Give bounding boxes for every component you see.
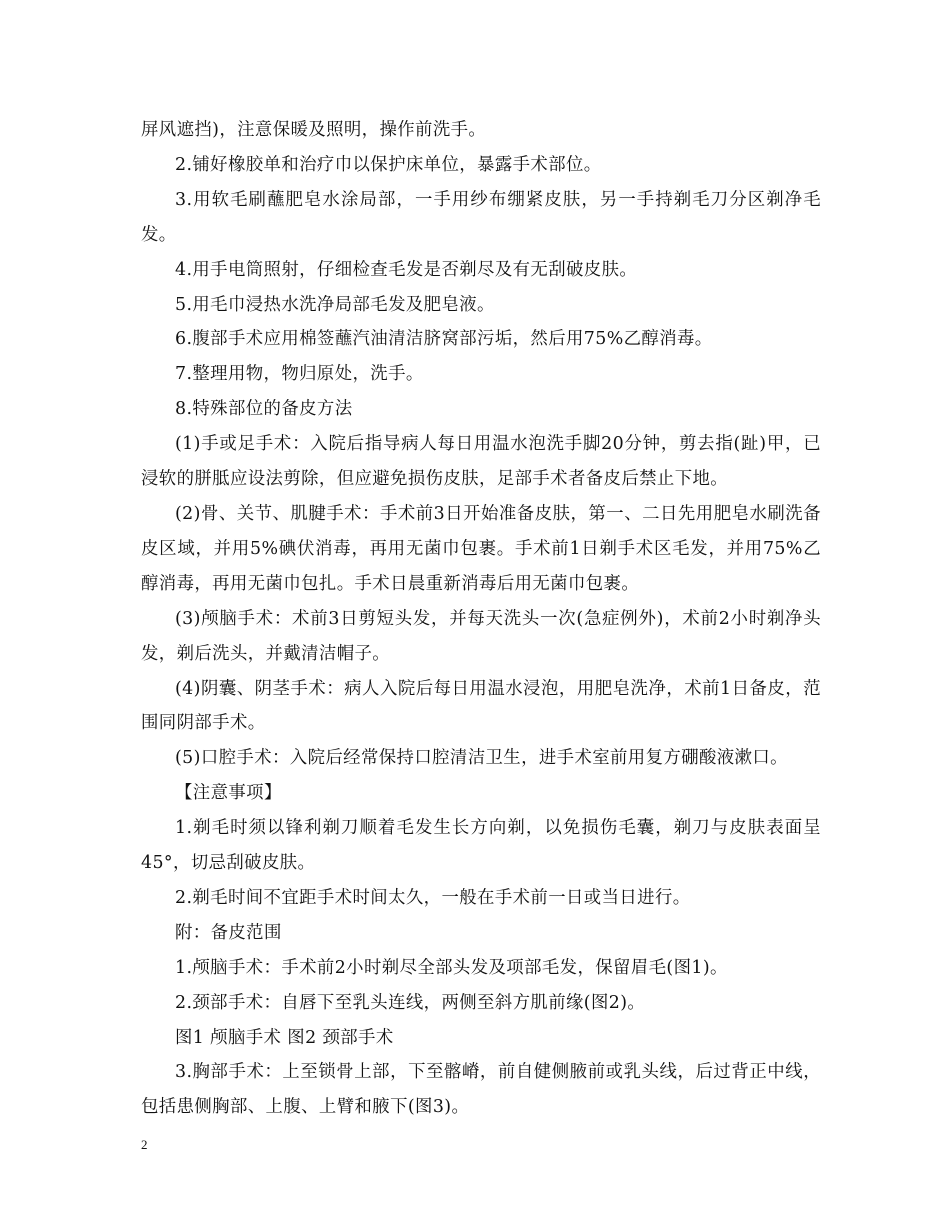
page-number: 2 bbox=[141, 1137, 148, 1152]
section-heading-precautions: 【注意事项】 bbox=[175, 783, 282, 804]
paragraph-scrotum-surgery: (4)阴囊、阴茎手术：病人入院后每日用温水浸泡，用肥皂洗净，术前1日备皮，范围同阴部手术。 bbox=[141, 678, 821, 734]
paragraph-step-3: 3.用软毛刷蘸肥皂水涂局部，一手用纱布绷紧皮肤，另一手持剃毛刀分区剃净毛发。 bbox=[141, 189, 821, 245]
paragraph-continuation: 屏风遮挡)，注意保暖及照明，操作前洗手。 bbox=[141, 120, 487, 140]
paragraph-range-chest: 3.胸部手术：上至锁骨上部，下至髂嵴，前自健侧腋前或乳头线，后过背正中线，包括患侧胸部、上腹、上臂和腋下(图3)。 bbox=[141, 1062, 821, 1118]
section-heading-appendix: 附：备皮范围 bbox=[175, 922, 282, 943]
paragraph-range-cranial: 1.颅脑手术：手术前2小时剃尽全部头发及项部毛发，保留眉毛(图1)。 bbox=[175, 957, 728, 978]
paragraph-step-2: 2.铺好橡胶单和治疗巾以保护床单位，暴露手术部位。 bbox=[175, 154, 602, 175]
paragraph-range-neck: 2.颈部手术：自唇下至乳头连线，两侧至斜方肌前缘(图2)。 bbox=[175, 992, 646, 1013]
paragraph-step-7: 7.整理用物，物归原处，洗手。 bbox=[175, 364, 424, 385]
paragraph-precaution-1: 1.剃毛时须以锋利剃刀顺着毛发生长方向剃，以免损伤毛囊，剃刀与皮肤表面呈45°，切忌刮破皮肤。 bbox=[141, 818, 821, 874]
paragraph-step-6: 6.腹部手术应用棉签蘸汽油清洁脐窝部污垢，然后用75%乙醇消毒。 bbox=[175, 329, 713, 350]
paragraph-hand-foot-surgery: (1)手或足手术：入院后指导病人每日用温水泡洗手脚20分钟，剪去指(趾)甲，已浸软的胼胝应设法剪除，但应避免损伤皮肤，足部手术者备皮后禁止下地。 bbox=[141, 434, 821, 490]
paragraph-step-8-heading: 8.特殊部位的备皮方法 bbox=[175, 399, 353, 420]
paragraph-precaution-2: 2.剃毛时间不宜距手术时间太久，一般在手术前一日或当日进行。 bbox=[175, 887, 691, 908]
document-body bbox=[141, 113, 821, 1125]
paragraph-step-5: 5.用毛巾浸热水洗净局部毛发及肥皂液。 bbox=[175, 294, 495, 315]
paragraph-step-4: 4.用手电筒照射，仔细检查毛发是否剃尽及有无刮破皮肤。 bbox=[175, 259, 638, 280]
paragraph-bone-joint-surgery: (2)骨、关节、肌腱手术：手术前3日开始准备皮肤，第一、二日先用肥皂水刷洗备皮区域，并用5%碘伏消毒，再用无菌巾包裹。手术前1日剃手术区毛发，并用75%乙醇消毒，再用无菌巾包扎。手术日晨重新消毒后用无菌巾包裹。 bbox=[141, 503, 821, 594]
paragraph-oral-surgery: (5)口腔手术：入院后经常保持口腔清洁卫生，进手术室前用复方硼酸液漱口。 bbox=[175, 748, 788, 769]
figure-captions: 图1 颅脑手术 图2 颈部手术 bbox=[175, 1027, 394, 1048]
paragraph-cranial-surgery: (3)颅脑手术：术前3日剪短头发，并每天洗头一次(急症例外)，术前2小时剃净头发，剃后洗头，并戴清洁帽子。 bbox=[141, 608, 821, 664]
